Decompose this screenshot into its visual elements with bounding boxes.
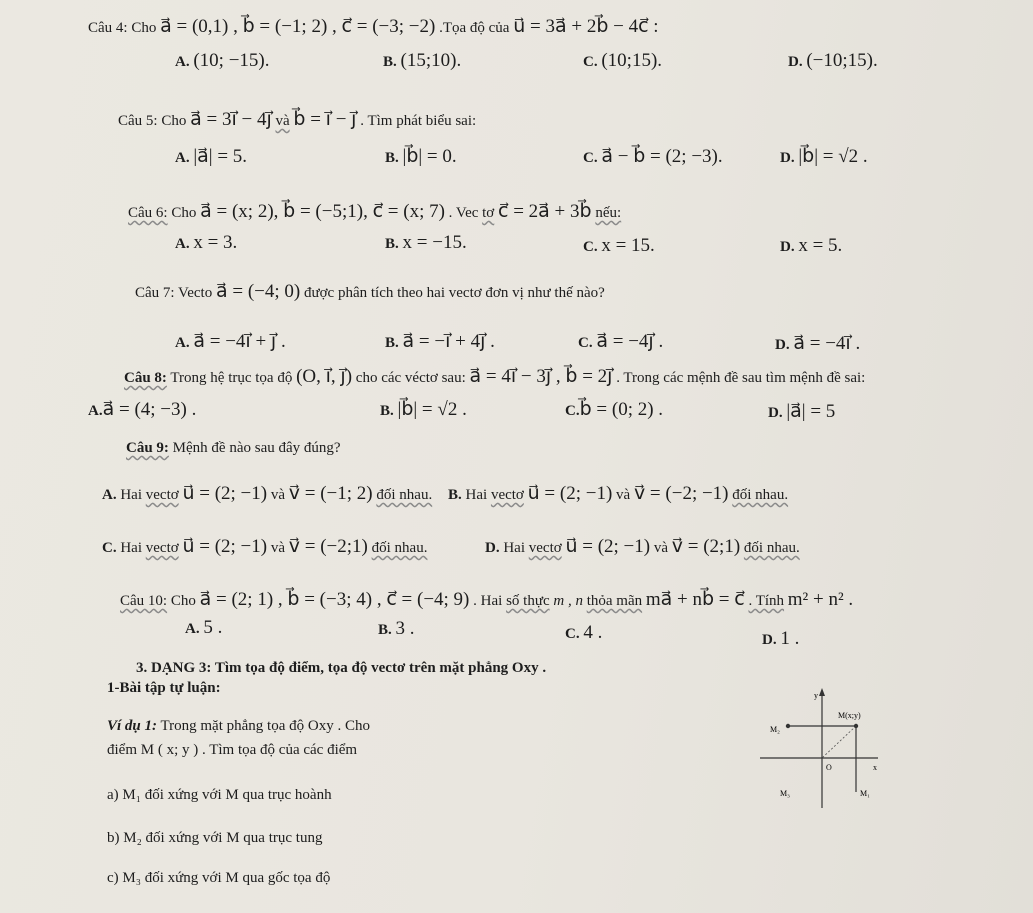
x-label: x xyxy=(873,763,877,772)
q10-vectors: a⃗ = (2; 1) , b⃗ = (−3; 4) , c⃗ = (−4; 9) xyxy=(199,589,470,610)
q10-text1: . Hai xyxy=(473,593,503,609)
q8-option-b: B. |b⃗| = √2 . xyxy=(380,399,467,420)
q8-label: Câu 8: xyxy=(124,370,167,386)
q8-text1: Trong hệ trục tọa độ xyxy=(170,370,293,386)
q6-option-c: C. x = 15. xyxy=(583,235,655,256)
q4-stem xyxy=(88,15,659,38)
q10-sothuc: số thực xyxy=(506,593,550,609)
example-text1: Trong mặt phẳng tọa độ Oxy . Cho xyxy=(160,718,370,734)
q9-option-c: C. Hai vectơ u⃗ = (2; −1) và v⃗ = (−2;1) đối nhau. xyxy=(102,536,428,557)
q9-option-a: A. Hai vectơ u⃗ = (2; −1) và v⃗ = (−1; 2) đối nhau. xyxy=(102,483,433,504)
point-m2 xyxy=(786,724,790,728)
q5-text: . Tìm phát biểu sai: xyxy=(360,113,477,129)
q5-label: Câu 5: Cho xyxy=(118,113,187,129)
q9-option-d: D. Hai vectơ u⃗ = (2; −1) và v⃗ = (2;1) đối nhau. xyxy=(485,536,800,557)
point-m xyxy=(854,724,858,728)
q4-text: .Tọa độ của xyxy=(439,20,510,36)
section3-title: 3. DẠNG 3: Tìm tọa độ điểm, tọa độ vectơ trên mặt phẳng Oxy . xyxy=(136,660,547,676)
q7-text: được phân tích theo hai vectơ đơn vị như thế nào? xyxy=(303,285,605,301)
q7-vec: a⃗ = (−4; 0) xyxy=(215,281,301,302)
q8-option-a: A.a⃗ = (4; −3) . xyxy=(88,399,197,420)
q7-option-b: B. a⃗ = −i⃗ + 4j⃗ . xyxy=(385,331,495,352)
example-item-a: a) M₁ đối xứng với M qua trục hoành xyxy=(107,787,332,803)
example-line1 xyxy=(107,718,370,735)
y-label: y xyxy=(814,691,818,700)
example-item-c: c) M₃ đối xứng với M qua gốc tọa độ xyxy=(107,870,331,886)
q8-stem xyxy=(124,365,865,388)
q4-option-d: D. (−10;15). xyxy=(788,50,878,71)
q8-text2: cho các véctơ sau: xyxy=(355,370,466,386)
origin-label: O xyxy=(826,763,832,772)
q4-vectors: a⃗ = (0,1) , b⃗ = (−1; 2) , c⃗ = (−3; −2) xyxy=(160,16,436,37)
q10-stem xyxy=(120,588,853,611)
q7-option-c: C. a⃗ = −4j⃗ . xyxy=(578,331,664,352)
q10-option-d: D. 1 . xyxy=(762,628,800,649)
q6-to: tơ xyxy=(482,205,495,221)
q6-cho: Cho xyxy=(171,205,197,221)
q4-option-a: A. (10; −15). xyxy=(175,50,270,71)
q4-expr: u⃗ = 3a⃗ + 2b⃗ − 4c⃗ : xyxy=(513,16,659,37)
q5-option-b: B. |b⃗| = 0. xyxy=(385,146,457,167)
q6-stem xyxy=(128,200,621,223)
q6-text1: . Vec xyxy=(448,205,479,221)
q6-vectors: a⃗ = (x; 2), b⃗ = (−5;1), c⃗ = (x; 7) xyxy=(200,201,445,222)
y-axis-arrow xyxy=(819,688,825,696)
q5-and: và xyxy=(275,113,290,129)
q6-option-d: D. x = 5. xyxy=(780,235,843,256)
q8-system: (O, i⃗, j⃗) xyxy=(296,366,353,387)
q10-option-b: B. 3 . xyxy=(378,618,415,639)
example-line2: điểm M ( x; y ) . Tìm tọa độ của các điểm xyxy=(107,742,358,758)
q7-label: Câu 7: Vecto xyxy=(135,285,213,301)
q10-ask: m² + n² . xyxy=(787,589,854,610)
q9-label: Câu 9: xyxy=(126,440,169,456)
q8-option-c: C.b⃗ = (0; 2) . xyxy=(565,399,664,420)
q8-option-d: D. |a⃗| = 5 xyxy=(768,401,836,422)
q8-vectors: a⃗ = 4i⃗ − 3j⃗ , b⃗ = 2j⃗ xyxy=(469,366,613,387)
q5-b: b⃗ = i⃗ − j⃗ xyxy=(293,109,357,130)
q5-a: a⃗ = 3i⃗ − 4j⃗ xyxy=(190,109,272,130)
q6-option-b: B. x = −15. xyxy=(385,232,467,253)
example-item-b: b) M₂ đối xứng với M qua trục tung xyxy=(107,830,323,846)
q9-text: Mệnh đề nào sau đây đúng? xyxy=(172,440,341,456)
m3-label: M₃ xyxy=(780,789,790,798)
example-label: Ví dụ 1: xyxy=(107,718,158,734)
q4-option-b: B. (15;10). xyxy=(383,50,462,71)
q6-text2: nếu: xyxy=(595,205,622,221)
q5-option-c: C. a⃗ − b⃗ = (2; −3). xyxy=(583,146,723,167)
coordinate-sketch xyxy=(760,688,880,813)
q10-tinh: . Tính xyxy=(748,593,785,609)
q10-option-a: A. 5 . xyxy=(185,617,223,638)
q9-stem xyxy=(126,440,341,457)
q4-label: Câu 4: Cho xyxy=(88,20,157,36)
q7-option-a: A. a⃗ = −4i⃗ + j⃗ . xyxy=(175,331,286,352)
q6-label: Câu 6: xyxy=(128,205,168,221)
q5-stem xyxy=(118,108,476,131)
q10-thoaman: thỏa mãn xyxy=(586,593,643,609)
q9-option-b: B. Hai vectơ u⃗ = (2; −1) và v⃗ = (−2; −1) đối nhau. xyxy=(448,483,789,504)
m1-label: M₁ xyxy=(860,789,870,798)
q10-expr: ma⃗ + nb⃗ = c⃗ xyxy=(645,589,745,610)
segment-m-origin xyxy=(822,726,856,758)
m2-label: M₂ xyxy=(770,725,780,734)
q10-option-c: C. 4 . xyxy=(565,622,603,643)
q6-expr: c⃗ = 2a⃗ + 3b⃗ xyxy=(498,201,592,222)
q5-option-a: A. |a⃗| = 5. xyxy=(175,146,248,167)
q10-mn: m , n xyxy=(553,593,583,609)
q7-option-d: D. a⃗ = −4i⃗ . xyxy=(775,333,861,354)
m-label: M(x;y) xyxy=(838,711,861,720)
q8-text3: . Trong các mệnh đề sau tìm mệnh đề sai: xyxy=(616,370,866,386)
q5-option-d: D. |b⃗| = √2 . xyxy=(780,146,868,167)
section3-subtitle: 1-Bài tập tự luận: xyxy=(107,680,221,696)
q10-label: Câu 10: xyxy=(120,593,168,609)
q6-option-a: A. x = 3. xyxy=(175,232,238,253)
q10-cho: Cho xyxy=(170,593,196,609)
q4-option-c: C. (10;15). xyxy=(583,50,663,71)
q7-stem xyxy=(135,280,605,303)
